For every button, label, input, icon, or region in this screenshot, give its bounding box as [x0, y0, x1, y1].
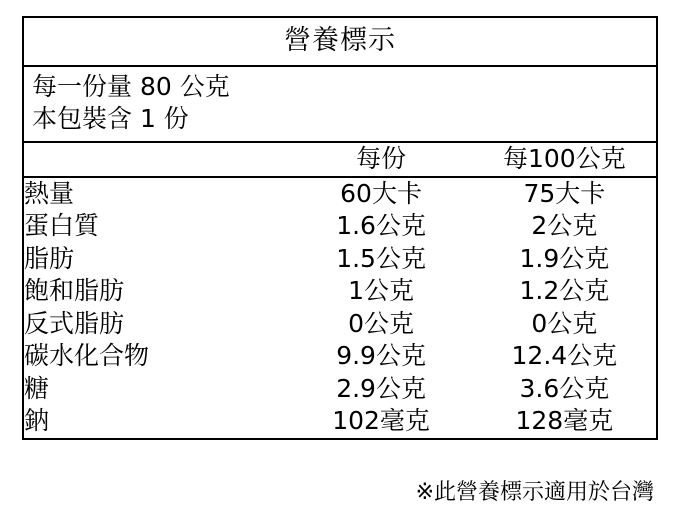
nutrient-name: 脂肪	[24, 243, 75, 273]
table-row	[24, 340, 656, 373]
nutrient-value-per-100g: 1.9公克	[519, 243, 610, 273]
nutrient-value-per-serving: 60大卡	[340, 178, 422, 208]
nutrient-value-per-100g: 12.4公克	[511, 341, 618, 371]
table-header-row	[24, 143, 656, 176]
nutrition-table-header	[24, 143, 656, 177]
nutrient-value-per-100g: 1.2公克	[519, 276, 610, 306]
column-header-per-serving: 每份	[356, 144, 407, 174]
table-row	[24, 177, 656, 211]
nutrient-value-per-100g: 128毫克	[515, 406, 614, 436]
nutrient-name: 反式脂肪	[24, 308, 125, 338]
nutrient-value-per-serving: 0公克	[348, 308, 415, 338]
table-row	[24, 275, 656, 308]
nutrient-name: 鈉	[24, 406, 50, 436]
nutrition-table	[24, 143, 656, 438]
nutrient-name: 熱量	[24, 178, 75, 208]
nutrient-value-per-100g: 0公克	[531, 308, 598, 338]
table-row	[24, 308, 656, 341]
nutrient-value-per-100g: 75大卡	[523, 178, 606, 208]
nutrient-value-per-serving: 9.9公克	[336, 341, 426, 371]
table-row	[24, 243, 656, 276]
nutrient-value-per-serving: 1.5公克	[336, 243, 426, 273]
nutrition-table-body	[24, 177, 656, 438]
nutrient-value-per-serving: 2.9公克	[336, 373, 426, 403]
nutrient-value-per-serving: 102毫克	[332, 406, 430, 436]
nutrition-label	[22, 16, 658, 440]
table-row	[24, 373, 656, 406]
nutrient-value-per-100g: 2公克	[531, 211, 598, 241]
servings-per-package-line: 本包裝含 1 份	[32, 104, 189, 134]
nutrient-value-per-100g: 3.6公克	[519, 373, 610, 403]
column-header-nutrient	[24, 143, 289, 176]
nutrient-name: 碳水化合物	[24, 341, 150, 371]
nutrient-name: 飽和脂肪	[24, 276, 125, 306]
nutrient-name: 糖	[24, 373, 50, 403]
nutrition-label-title: 營養標示	[24, 18, 656, 67]
nutrient-value-per-serving: 1.6公克	[336, 211, 426, 241]
nutrient-value-per-serving: 1公克	[348, 276, 415, 306]
column-header-per-100g: 每100公克	[502, 144, 626, 174]
serving-information	[24, 67, 656, 143]
label-footnote: ※此營養標示適用於台灣	[415, 480, 654, 505]
table-row	[24, 210, 656, 243]
table-row	[24, 405, 656, 438]
serving-size-line: 每一份量 80 公克	[32, 72, 230, 102]
nutrient-name: 蛋白質	[24, 211, 100, 241]
